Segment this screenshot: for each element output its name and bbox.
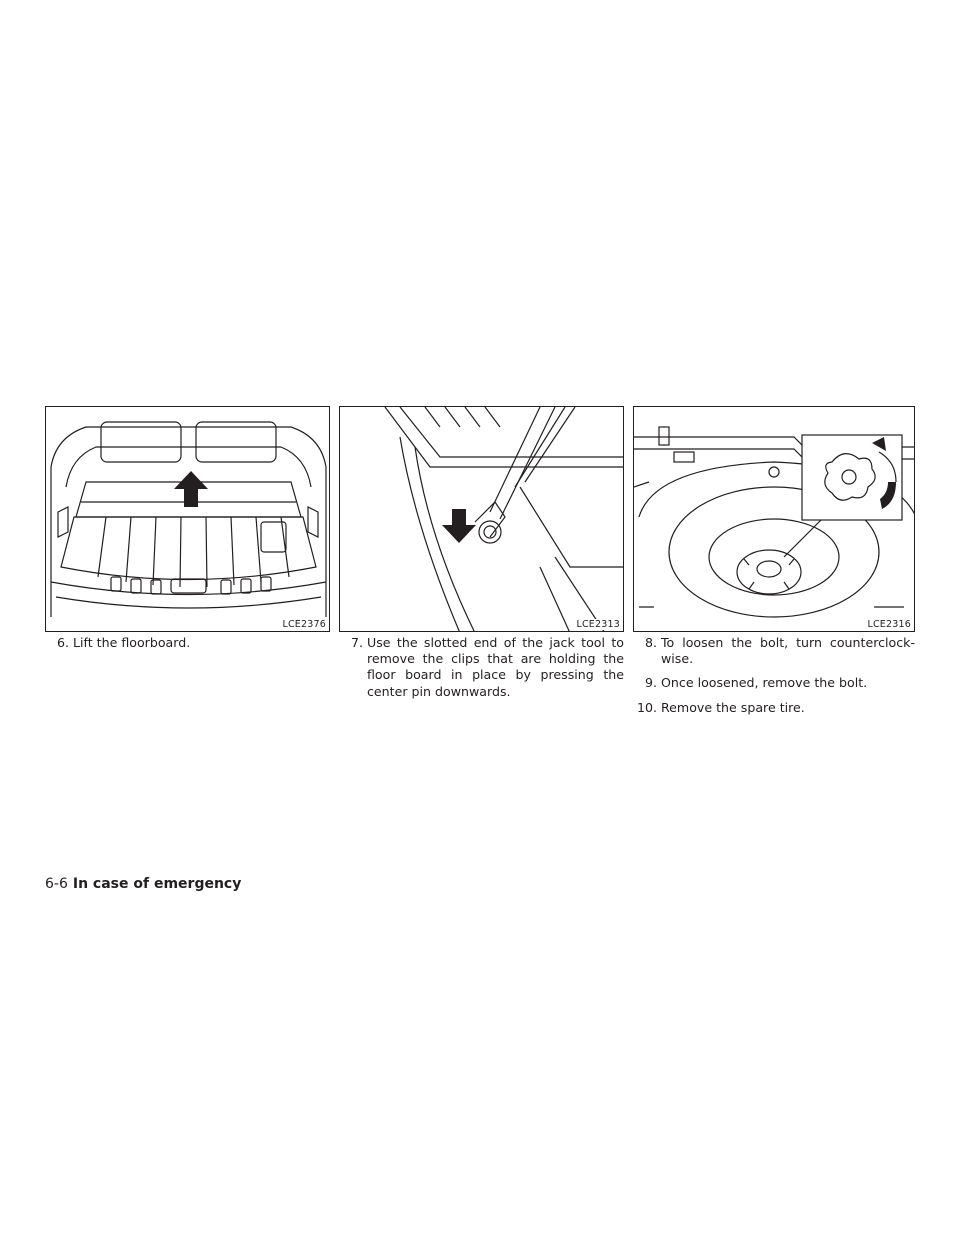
section-title: In case of emergency bbox=[72, 876, 242, 892]
step-text: Remove the spare tire. bbox=[661, 699, 805, 715]
step-10 bbox=[633, 700, 915, 716]
page-footer bbox=[45, 876, 241, 892]
figure-jack-tool-clip bbox=[339, 406, 624, 632]
step-6 bbox=[45, 635, 330, 651]
down-arrow-icon bbox=[442, 509, 476, 543]
jack-tool-illustration bbox=[340, 407, 624, 632]
spare-tire-illustration bbox=[634, 407, 915, 632]
page-number: 6-6 bbox=[45, 876, 68, 892]
step-number: 10. bbox=[636, 699, 657, 715]
figure-spare-tire-bolt bbox=[633, 406, 915, 632]
step-text: Once loosened, remove the bolt. bbox=[661, 675, 868, 691]
figure-code: LCE2316 bbox=[867, 619, 911, 630]
step-text: Lift the floorboard. bbox=[73, 635, 191, 650]
figure-code: LCE2376 bbox=[282, 619, 326, 630]
step-number: 7. bbox=[350, 635, 363, 650]
step-7 bbox=[339, 635, 624, 700]
step-number: 6. bbox=[56, 635, 69, 650]
column-3-text bbox=[633, 635, 915, 724]
step-9 bbox=[633, 675, 915, 691]
step-number: 9. bbox=[644, 675, 657, 691]
step-number: 8. bbox=[644, 635, 657, 650]
figure-code: LCE2313 bbox=[576, 619, 620, 630]
cargo-floorboard-illustration bbox=[46, 407, 330, 632]
column-1-text bbox=[45, 635, 330, 659]
figure-lift-floorboard bbox=[45, 406, 330, 632]
step-8 bbox=[633, 635, 915, 667]
column-2-text bbox=[339, 635, 624, 708]
step-text: Use the slotted end of the jack tool to remove the clips that are holding the floor board in place by pressing the center pin downwards. bbox=[367, 635, 624, 699]
step-text: To loosen the bolt, turn counterclock-wise. bbox=[661, 635, 915, 667]
